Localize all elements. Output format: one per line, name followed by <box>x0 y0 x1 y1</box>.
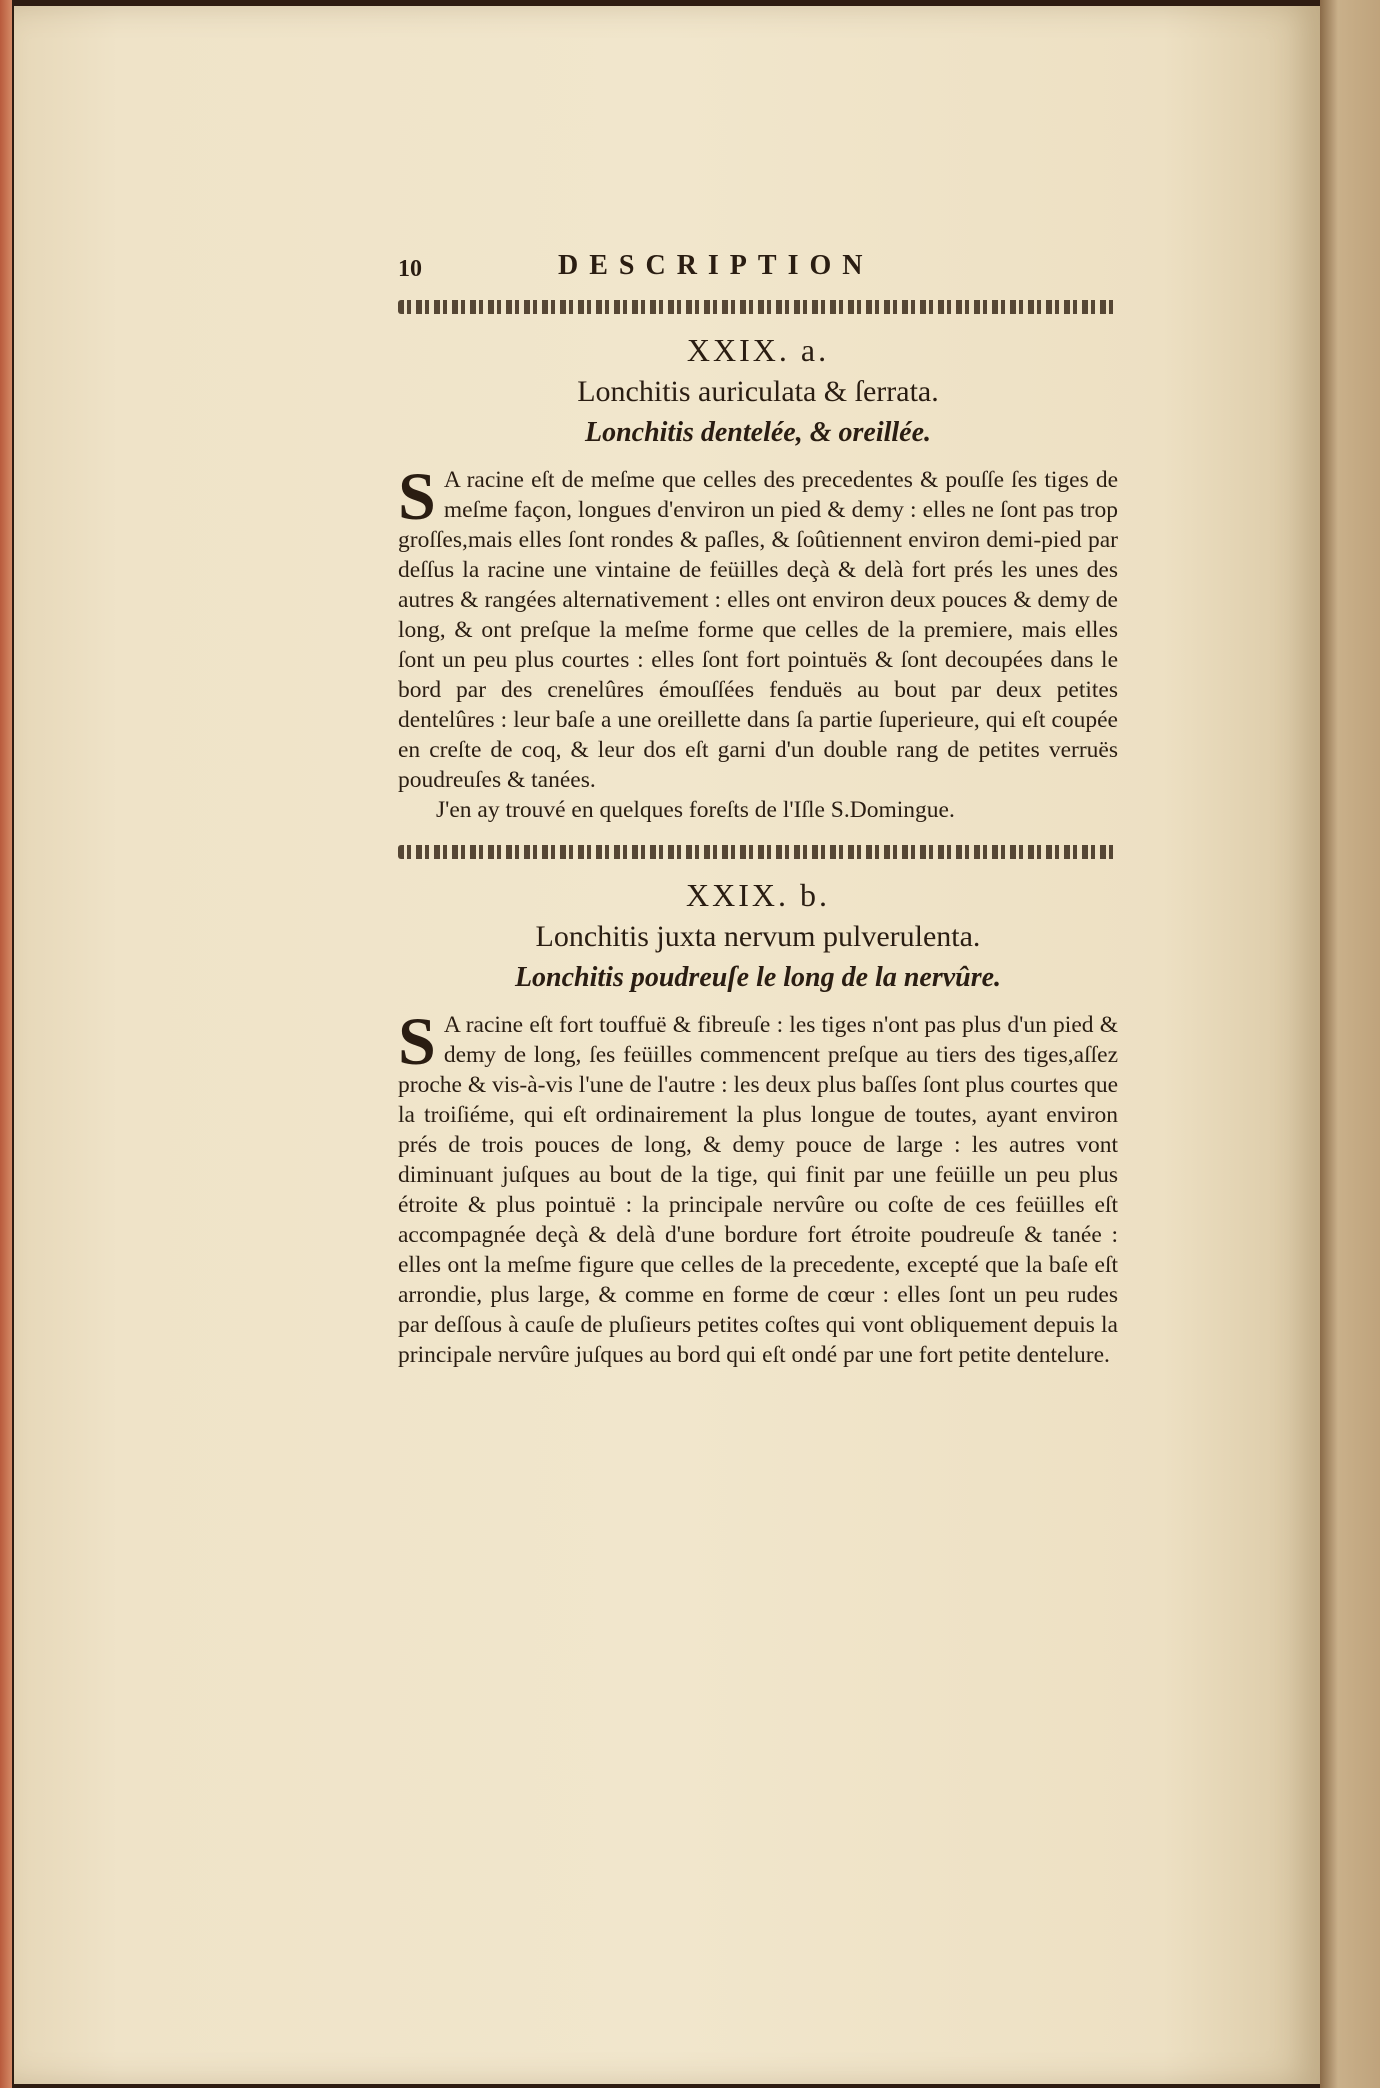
drop-cap: S <box>398 1003 436 1079</box>
page-content <box>398 250 1118 1370</box>
section-body <box>398 1003 1118 1370</box>
location-note: J'en ay trouvé en quelques foreſts de l'Iſle S.Domingue. <box>436 797 955 823</box>
drop-cap: S <box>398 458 436 534</box>
ornament-rule <box>398 845 1118 859</box>
ornament-rule <box>398 300 1118 314</box>
section-number: XXIX. a. <box>686 332 830 368</box>
page-number: 10 <box>398 256 422 282</box>
latin-name: Lonchitis auriculata & ſerrata. <box>577 375 939 408</box>
running-title: DESCRIPTION <box>558 250 874 281</box>
french-name: Lonchitis poudreuſe le long de la nervûre. <box>514 962 1002 993</box>
section-number: XXIX. b. <box>686 877 830 913</box>
running-head <box>398 250 1118 286</box>
adjacent-page-edge <box>1320 0 1380 2088</box>
latin-name: Lonchitis juxta nervum pulverulenta. <box>535 920 981 953</box>
section-a <box>398 332 1118 825</box>
binding-edge <box>0 0 12 2088</box>
section-b <box>398 877 1118 1370</box>
french-name: Lonchitis dentelée, & oreillée. <box>584 417 932 448</box>
body-text: A racine eſt de meſme que celles des precedentes & pouſſe ſes tiges de meſme façon, longues d'environ un pied & demy : elles ne ſont pas trop groſſes,mais elles ſont rondes & paſles, & ſoûtiennent environ demi-pied par deſſus la racine une vintaine de feüilles deçà & delà fort prés les unes des autres & rangées alternativement : elles ont environ deux pouces & demy de long, & ont preſque la meſme forme que celles de la premiere, mais elles ſont un peu plus courtes : elles ſont fort pointuës & ſont decoupées dans le bord par des crenelûres émouſſées fenduës au bout par deux petites dentelûres : leur baſe a une oreillette dans ſa partie ſuperieure, qui eſt coupée en creſte de coq, & leur dos eſt garni d'un double rang de petites verruës poudreuſes & tanées. <box>398 467 1118 793</box>
body-text: A racine eſt fort touffuë & fibreuſe : les tiges n'ont pas plus d'un pied & demy de long, ſes feüilles commencent preſque au tiers des tiges,aſſez proche & vis-à-vis l'une de l'autre : les deux plus baſſes ſont plus courtes que la troiſiéme, qui eſt ordinairement la plus longue de toutes, ayant environ prés de trois pouces de long, & demy pouce de large : les autres vont diminuant juſques au bout de la tige, qui finit par une feüille un peu plus étroite & plus pointuë : la principale nervûre ou coſte de ces feüilles eſt accompagnée deçà & delà d'une bordure fort étroite poudreuſe & tanée : elles ont la meſme figure que celles de la precedente, excepté que la baſe eſt arrondie, plus large, & comme en forme de cœur : elles ſont un peu rudes par deſſous à cauſe de pluſieurs petites coſtes qui vont obliquement depuis la principale nervûre juſques au bord qui eſt ondé par une fort petite dentelure. <box>398 1012 1118 1368</box>
section-body <box>398 458 1118 795</box>
